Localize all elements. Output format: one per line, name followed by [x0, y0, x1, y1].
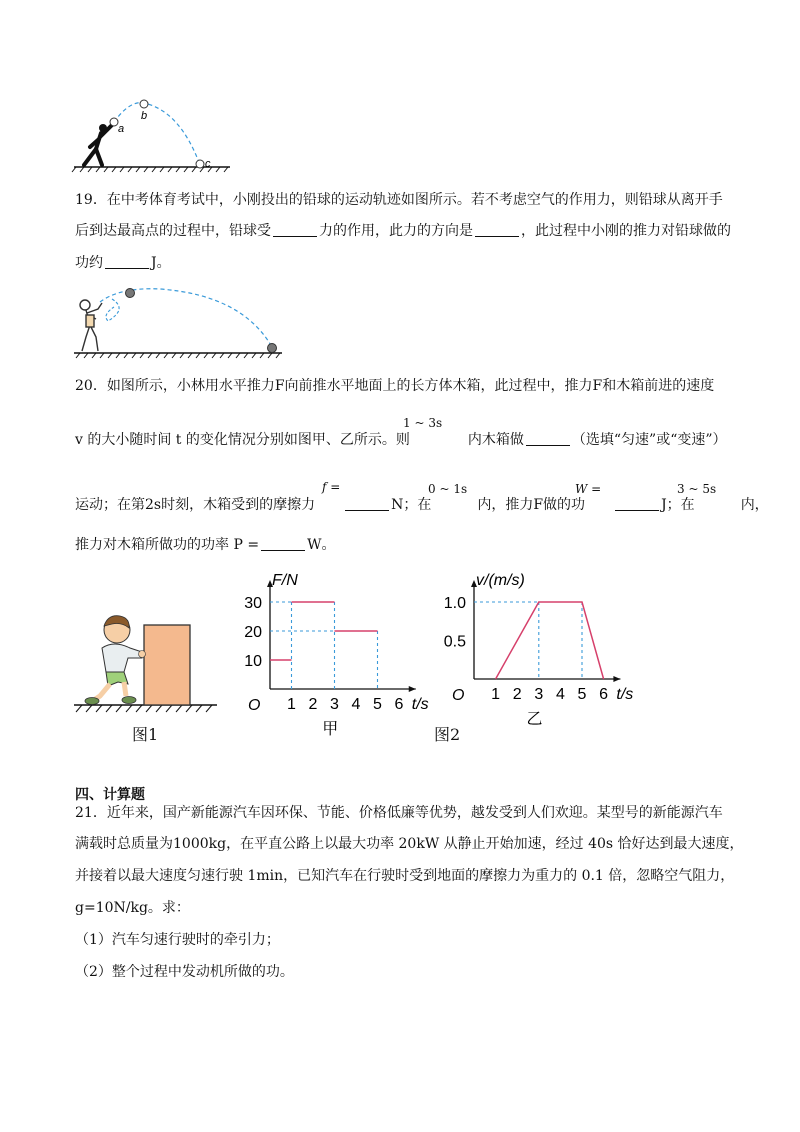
x-tick-label: 1 [287, 696, 296, 713]
q20-symbol-f: f = [322, 480, 341, 494]
q20-text-4a: 推力对木箱所做功的功率 P = [75, 537, 260, 553]
q21-line-2: 满载时总质量为1000kg，在平直公路上以最大功率 20kW 从静止开始加速，经过 40s 恰好达到最大速度， [75, 836, 744, 852]
q21-line-1: 21．近年来，国产新能源汽车因环保、节能、价格低廉等优势，越发受到人们欢迎。某型号的新能源汽车 [75, 805, 723, 821]
trajectory [114, 103, 200, 165]
x-axis-label: t/s [616, 686, 634, 703]
answer-blank[interactable] [105, 254, 149, 269]
q19-line-3 [75, 253, 171, 273]
q20-symbol-W: W = [575, 482, 602, 496]
q20-line-3 [75, 495, 769, 515]
wind-up-arc [106, 299, 119, 321]
section-4-heading: 四、计算题 [75, 787, 145, 803]
figure-2-caption: 图2 [434, 725, 461, 744]
x-tick-label: 3 [534, 686, 544, 703]
q20-interval-1-3: 1 ~ 3s [403, 416, 443, 430]
x-tick-label: 5 [577, 686, 587, 703]
shot-start [126, 289, 135, 298]
q20-line-1: 20．如图所示，小林用水平推力F向前推水平地面上的长方体木箱，此过程中，推力F和木箱前进的速度 [75, 378, 715, 394]
x-tick-label: 4 [555, 686, 565, 703]
q21-sub-2: （2）整个过程中发动机所做的功。 [75, 964, 294, 980]
q20-text-2a: v 的大小随时间 t 的变化情况分别如图甲、乙所示。则 [75, 432, 410, 448]
ball-b [140, 100, 148, 108]
q19-text-2c: ，此过程中小刚的推力对铅球做的 [521, 223, 731, 239]
boy-figure [85, 616, 146, 705]
origin-label: O [452, 687, 465, 704]
y-tick-label: 30 [244, 595, 262, 612]
label-c: c [205, 158, 211, 170]
y-axis-label: v/(m/s) [476, 572, 525, 589]
figure-1-boy-pushing-box [72, 610, 222, 715]
y-axis-label: F/N [272, 572, 298, 589]
stick-figure [84, 124, 112, 165]
chart-title: 甲 [322, 721, 339, 738]
q19-text-2b: 力的作用，此力的方向是 [319, 223, 473, 239]
chart-F-t [235, 560, 445, 738]
q20-text-2b: 内木箱做 [467, 432, 524, 448]
answer-blank[interactable] [526, 431, 570, 446]
trajectory [100, 289, 272, 347]
x-tick-label: 6 [394, 696, 404, 713]
x-tick-label: 5 [373, 696, 382, 713]
q19-text-3b: J。 [151, 255, 171, 271]
q19-line-2 [75, 221, 731, 241]
q19-text-3a: 功约 [75, 255, 103, 271]
label-a: a [118, 123, 125, 135]
y-tick-label: 20 [244, 624, 262, 641]
chart-title: 乙 [526, 711, 543, 728]
q21-line-3: 并接着以最大速度匀速行驶 1min，已知汽车在行驶时受到地面的摩擦力为重力的 0.1 倍，忽略空气阻力， [75, 868, 735, 884]
x-tick-label: 3 [330, 696, 339, 713]
q19-line-1: 19．在中考体育考试中，小刚投出的铅球的运动轨迹如图所示。若不考虑空气的作用力，则铅球从离开手 [75, 192, 723, 208]
figure-1-caption: 图1 [132, 725, 159, 744]
x-axis-arrow [613, 676, 620, 682]
ground-hatch [76, 705, 212, 712]
label-b: b [141, 110, 148, 122]
ball-c [196, 160, 204, 168]
answer-blank[interactable] [261, 536, 305, 551]
q20-line-4 [75, 535, 335, 555]
q20-text-3b: N；在 [391, 497, 432, 513]
shot-land [268, 344, 277, 353]
q19-text-2a: 后到达最高点的过程中，铅球受 [75, 223, 271, 239]
q20-text-3e: 内， [740, 497, 769, 513]
q21-sub-1: （1）汽车匀速行驶时的牵引力； [75, 932, 280, 948]
chart-v-t [440, 560, 650, 728]
figure-q18-throw [70, 95, 240, 175]
figure-q19-shotput [72, 285, 287, 360]
velocity-line [496, 602, 604, 679]
q20-text-3d: J；在 [661, 497, 695, 513]
y-tick-label: 10 [244, 653, 262, 670]
answer-blank[interactable] [273, 222, 317, 237]
x-tick-label: 6 [599, 686, 609, 703]
answer-blank[interactable] [345, 496, 389, 511]
y-tick-label: 1.0 [443, 595, 466, 612]
origin-label: O [248, 697, 261, 714]
wooden-box [144, 625, 190, 705]
athlete-figure [80, 300, 102, 351]
x-tick-label: 1 [491, 686, 501, 703]
y-tick-label: 0.5 [443, 633, 466, 651]
x-axis-label: t/s [411, 696, 429, 713]
x-axis-arrow [409, 686, 416, 692]
ball-a [110, 118, 118, 126]
x-tick-label: 2 [512, 686, 522, 703]
q20-text-4b: W。 [307, 537, 336, 553]
answer-blank[interactable] [615, 496, 659, 511]
x-tick-label: 4 [351, 696, 361, 713]
q20-text-3a: 运动；在第2s时刻，木箱受到的摩擦力 [75, 497, 316, 513]
q20-text-2c: （选填“匀速”或“变速”） [571, 432, 727, 448]
q20-interval-0-1: 0 ~ 1s [428, 482, 468, 496]
q20-text-3c: 内，推力F做的功 [477, 497, 586, 513]
x-tick-label: 2 [308, 696, 318, 713]
q21-line-4: g=10N/kg。求： [75, 900, 190, 916]
q20-line-2 [75, 430, 727, 450]
answer-blank[interactable] [475, 222, 519, 237]
q20-interval-3-5: 3 ~ 5s [677, 482, 717, 496]
